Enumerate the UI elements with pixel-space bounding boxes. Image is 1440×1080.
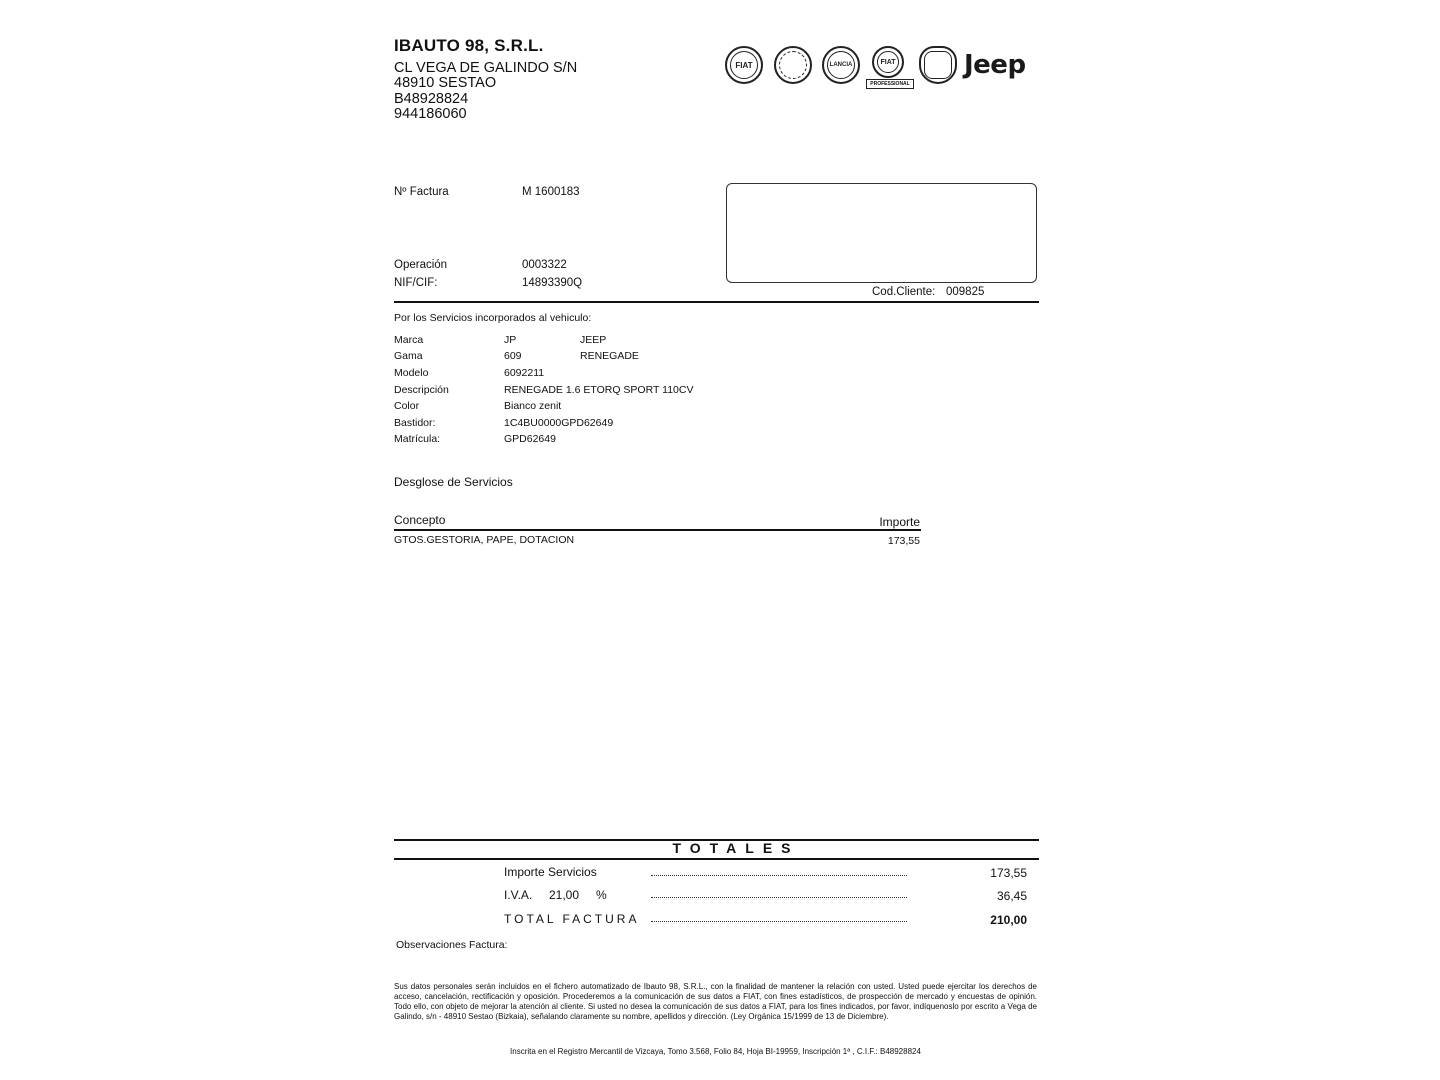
vehicle-field-secondary: RENEGADE [580, 350, 639, 362]
alfa-romeo-logo [774, 46, 812, 84]
vehicle-field-value: RENEGADE 1.6 ETORQ SPORT 110CV [504, 384, 694, 396]
iva-label: I.V.A. [504, 888, 533, 902]
privacy-notice: Sus datos personales serán incluidos en el fichero automatizado de Ibauto 98, S.R.L., con la finalidad de mantener la relación con usted. Usted puede ejercitar los derechos de acceso, cancelación, rectificación y oposición. Procederemos a la comunicación de sus datos a FIAT, con fines estadísticos, de prospección de mercado y encuestas de opinión. Todo ello, con objeto de mejorar la atención al cliente. Si usted no desea la comunicación de sus datos a FIAT, para los fines indicados, por favor, indíquenoslo por escrito a Vega de Galindo, s/n - 48910 Sestao (Bizkaia), señalando claramente su nombre, apellidos y dirección. (Ley Orgánica 15/1999 de 13 de Diciembre). [394, 982, 1037, 1021]
service-importe: 173,55 [887, 535, 920, 547]
total-factura-label: TOTAL FACTURA [504, 912, 640, 926]
fiat-professional-logo [872, 46, 904, 78]
importe-servicios-value: 173,55 [990, 866, 1027, 880]
abarth-logo [919, 46, 957, 84]
vehicle-field-value: Bianco zenit [504, 400, 562, 412]
vehicle-field-value: JP [504, 334, 517, 346]
vehicle-field-value: 609 [504, 350, 522, 362]
vehicle-field-value: 1C4BU0000GPD62649 [504, 417, 614, 429]
vehicle-field-label: Marca [394, 334, 424, 346]
vehicle-field-label: Matrícula: [394, 433, 441, 445]
dots-leader [651, 921, 907, 922]
professional-label: PROFESSIONAL [866, 79, 914, 89]
vehicle-field-label: Gama [394, 350, 423, 362]
vehicle-field-label: Modelo [394, 367, 429, 379]
fiat-logo-text: FIAT [735, 60, 753, 70]
services-divider [394, 529, 921, 531]
vehicle-field-label: Bastidor: [394, 417, 436, 429]
lancia-logo [822, 46, 860, 84]
header-divider [394, 301, 1039, 303]
vehicle-field-value: GPD62649 [504, 433, 556, 445]
invoice-number-label: Nº Factura [394, 186, 449, 198]
totals-bottom-rule [394, 858, 1039, 860]
operation-label: Operación [394, 259, 448, 271]
operation-value: 0003322 [522, 259, 567, 271]
brand-logos [722, 44, 1042, 92]
company-phone: 944186060 [394, 106, 467, 122]
fiat-professional-logo-text: FIAT [880, 58, 896, 66]
client-code-value: 009825 [946, 286, 985, 298]
vehicle-field-label: Color [394, 400, 420, 412]
company-name: IBAUTO 98, S.R.L. [394, 36, 544, 55]
totals-title: TOTALES [672, 840, 800, 856]
vehicle-intro: Por los Servicios incorporados al vehiculo: [394, 312, 592, 324]
importe-header: Importe [879, 515, 920, 529]
vehicle-field-value: 6092211 [504, 367, 545, 379]
invoice-number-value: M 1600183 [522, 186, 580, 198]
jeep-logo: Jeep [964, 50, 1026, 80]
client-code-label: Cod.Cliente: [872, 286, 936, 298]
nif-value: 14893390Q [522, 277, 583, 289]
dots-leader [651, 897, 907, 898]
concepto-header: Concepto [394, 513, 446, 527]
observaciones-label: Observaciones Factura: [396, 939, 508, 951]
iva-rate: 21,00 [549, 888, 580, 902]
iva-value: 36,45 [996, 889, 1027, 903]
lancia-logo-text: LANCIA [829, 62, 853, 68]
vehicle-field-secondary: JEEP [580, 334, 607, 346]
company-address: CL VEGA DE GALINDO S/N [394, 60, 578, 76]
importe-servicios-label: Importe Servicios [504, 865, 597, 879]
vehicle-field-label: Descripción [394, 384, 449, 396]
fiat-logo [725, 46, 763, 84]
client-address-box [726, 183, 1037, 283]
nif-label: NIF/CIF: [394, 277, 438, 289]
dots-leader [651, 875, 907, 876]
company-city: 48910 SESTAO [394, 75, 497, 91]
total-factura-value: 210,00 [990, 913, 1027, 927]
registry-footer: Inscrita en el Registro Mercantil de Vizcaya, Tomo 3.568, Folio 84, Hoja BI-19959, Inscripción 1ª , C.I.F.: B48928824 [510, 1047, 921, 1056]
iva-percent: % [596, 888, 607, 902]
company-cif: B48928824 [394, 91, 469, 107]
services-title: Desglose de Servicios [394, 475, 513, 489]
service-concepto: GTOS.GESTORIA, PAPE, DOTACION [394, 534, 575, 546]
